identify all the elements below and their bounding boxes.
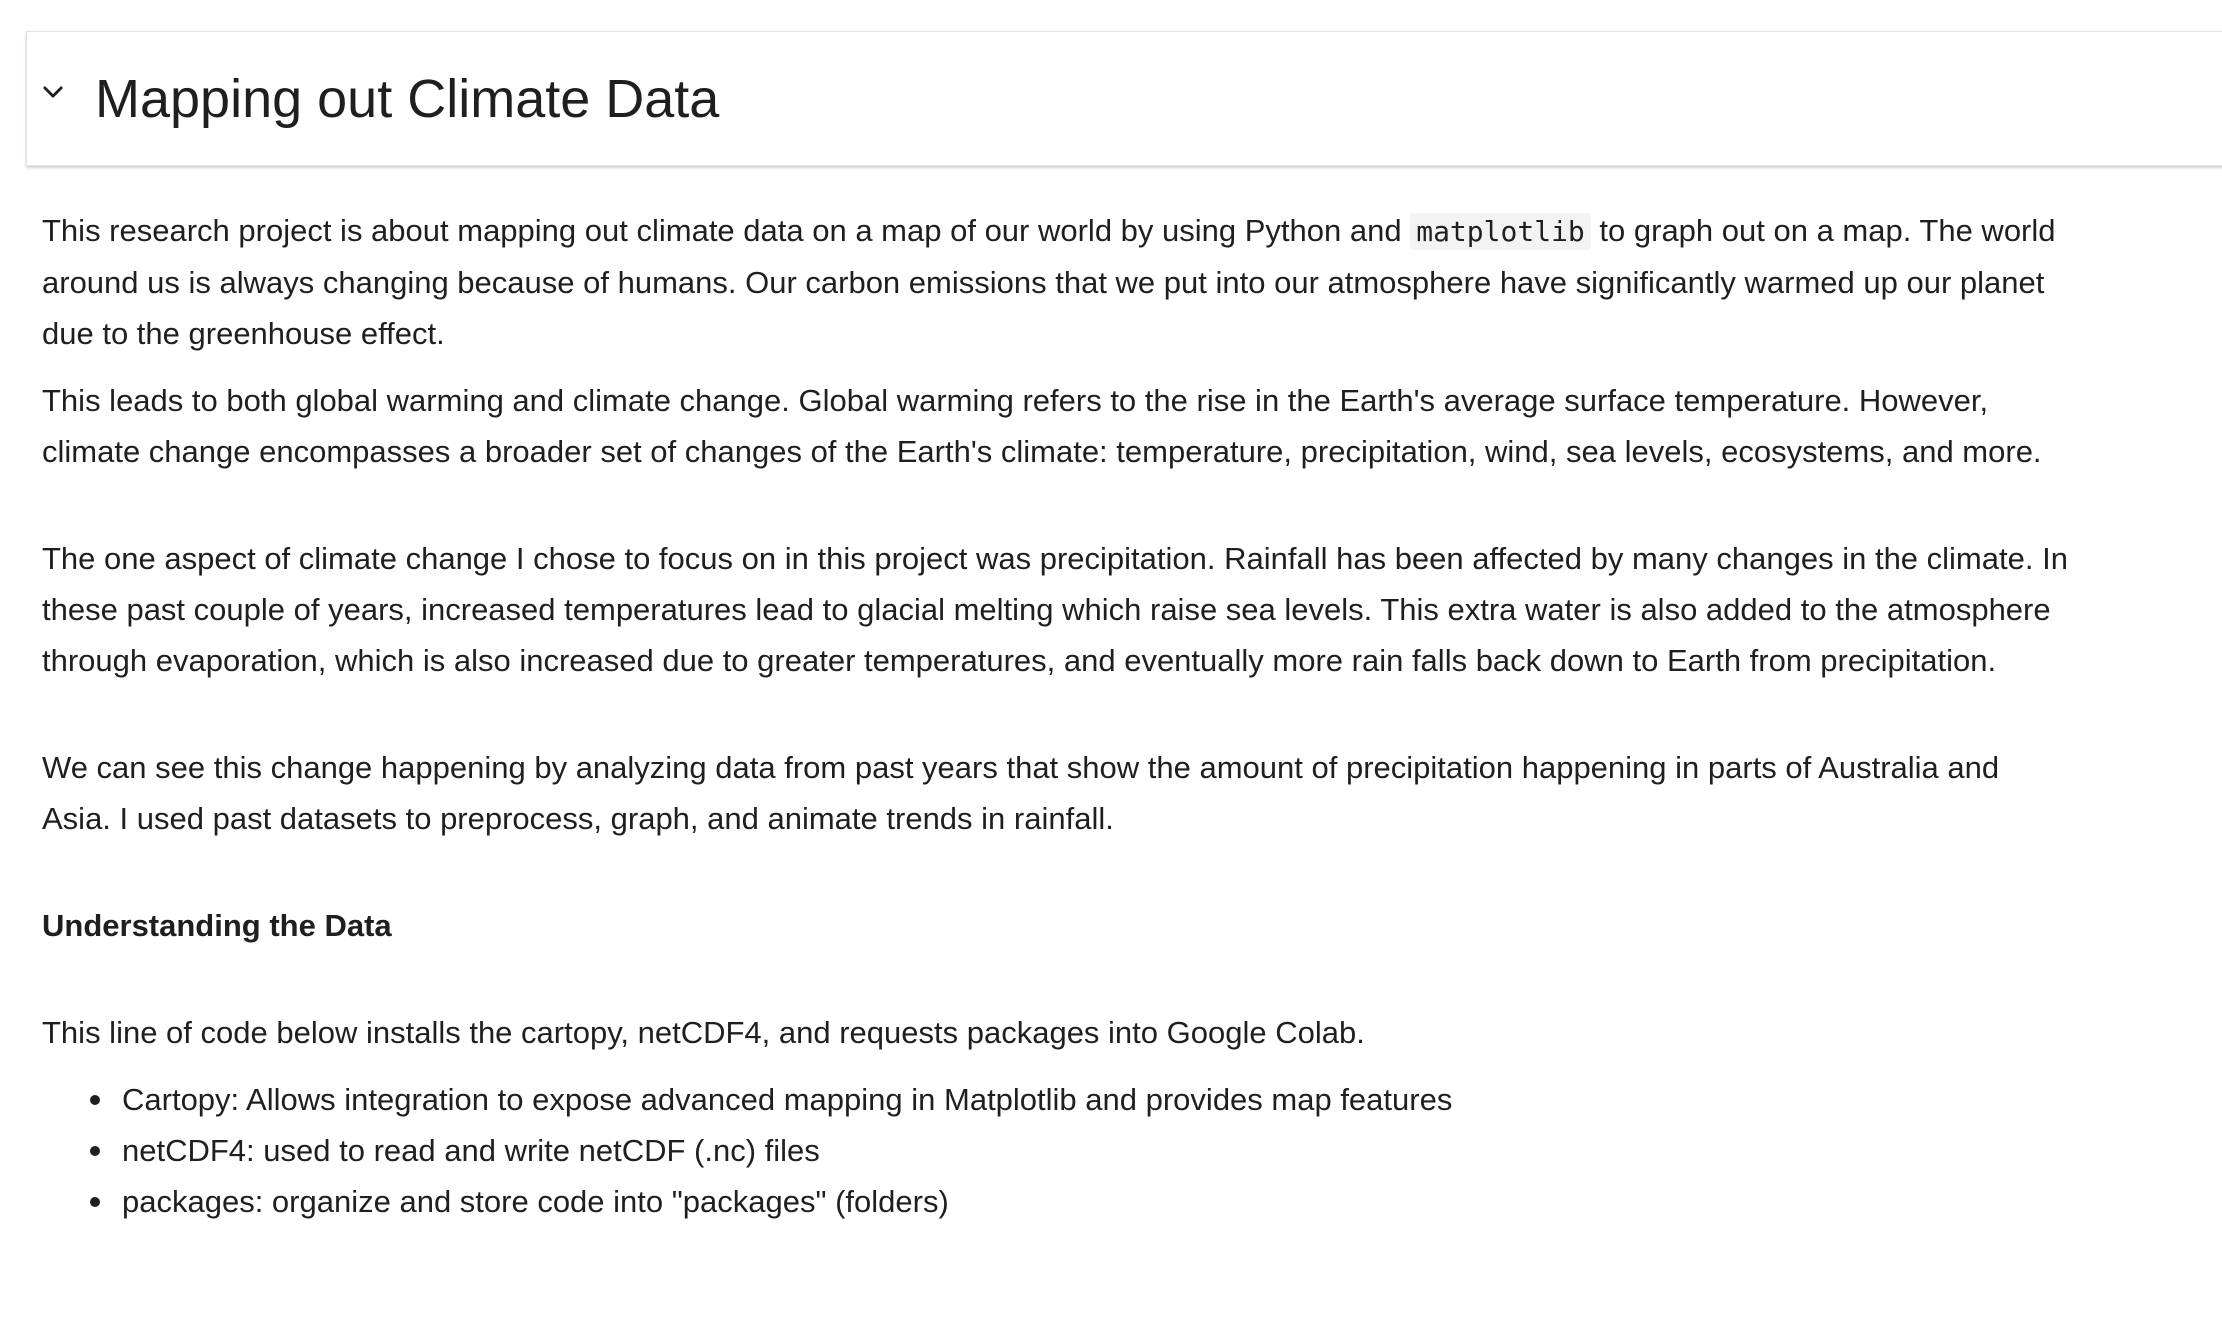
section-heading: Understanding the Data xyxy=(42,908,392,943)
list-item xyxy=(122,1176,2072,1227)
list-item xyxy=(122,1125,2072,1176)
bullet-icon xyxy=(90,1146,100,1156)
section-intro: This line of code below installs the cartopy, netCDF4, and requests packages into Google Colab. xyxy=(42,1015,1365,1050)
bullet-icon xyxy=(90,1197,100,1207)
paragraph-intro xyxy=(42,205,2072,359)
list-item-text: Cartopy: Allows integration to expose advanced mapping in Matplotlib and provides map features xyxy=(122,1082,1453,1117)
package-list xyxy=(42,1074,2072,1227)
paragraph-precipitation: The one aspect of climate change I chose to focus on in this project was precipitation. Rainfall has been affected by many changes in the climate. In these past couple of years, increased temperatures lead to glacial melting which raise sea levels. This extra water is also added to the atmosphere through evaporation, which is also increased due to greater temperatures, and eventually more rain falls back down to Earth from precipitation. xyxy=(42,541,2068,678)
inline-code-matplotlib: matplotlib xyxy=(1410,213,1591,250)
page-title: Mapping out Climate Data xyxy=(95,69,720,129)
collapse-section-button[interactable] xyxy=(29,68,77,116)
bullet-icon xyxy=(90,1095,100,1105)
chevron-down-icon xyxy=(39,78,67,106)
list-item-text: netCDF4: used to read and write netCDF (.nc) files xyxy=(122,1133,820,1168)
list-item-text: packages: organize and store code into "packages" (folders) xyxy=(122,1184,949,1219)
paragraph-analysis: We can see this change happening by analyzing data from past years that show the amount of precipitation happening in parts of Australia and Asia. I used past datasets to preprocess, graph, and animate trends in rainfall. xyxy=(42,750,2000,836)
markdown-cell[interactable] xyxy=(42,205,2072,1227)
paragraph-intro-text-start: This research project is about mapping out climate data on a map of our world by using Python and xyxy=(42,213,1411,248)
list-item xyxy=(122,1074,2072,1125)
paragraph-warming: This leads to both global warming and climate change. Global warming refers to the rise in the Earth's average surface temperature. However, climate change encompasses a broader set of changes of the Earth's climate: temperature, precipitation, wind, sea levels, ecosystems, and more. xyxy=(42,383,2042,469)
heading-cell[interactable] xyxy=(26,31,2222,166)
paragraph-intro-text-end: to graph out on a map. The world around us is always changing because of humans. Our carbon emissions that we put into our atmosphere have significantly warmed up our planet due to the greenhouse effect. xyxy=(42,213,2056,351)
